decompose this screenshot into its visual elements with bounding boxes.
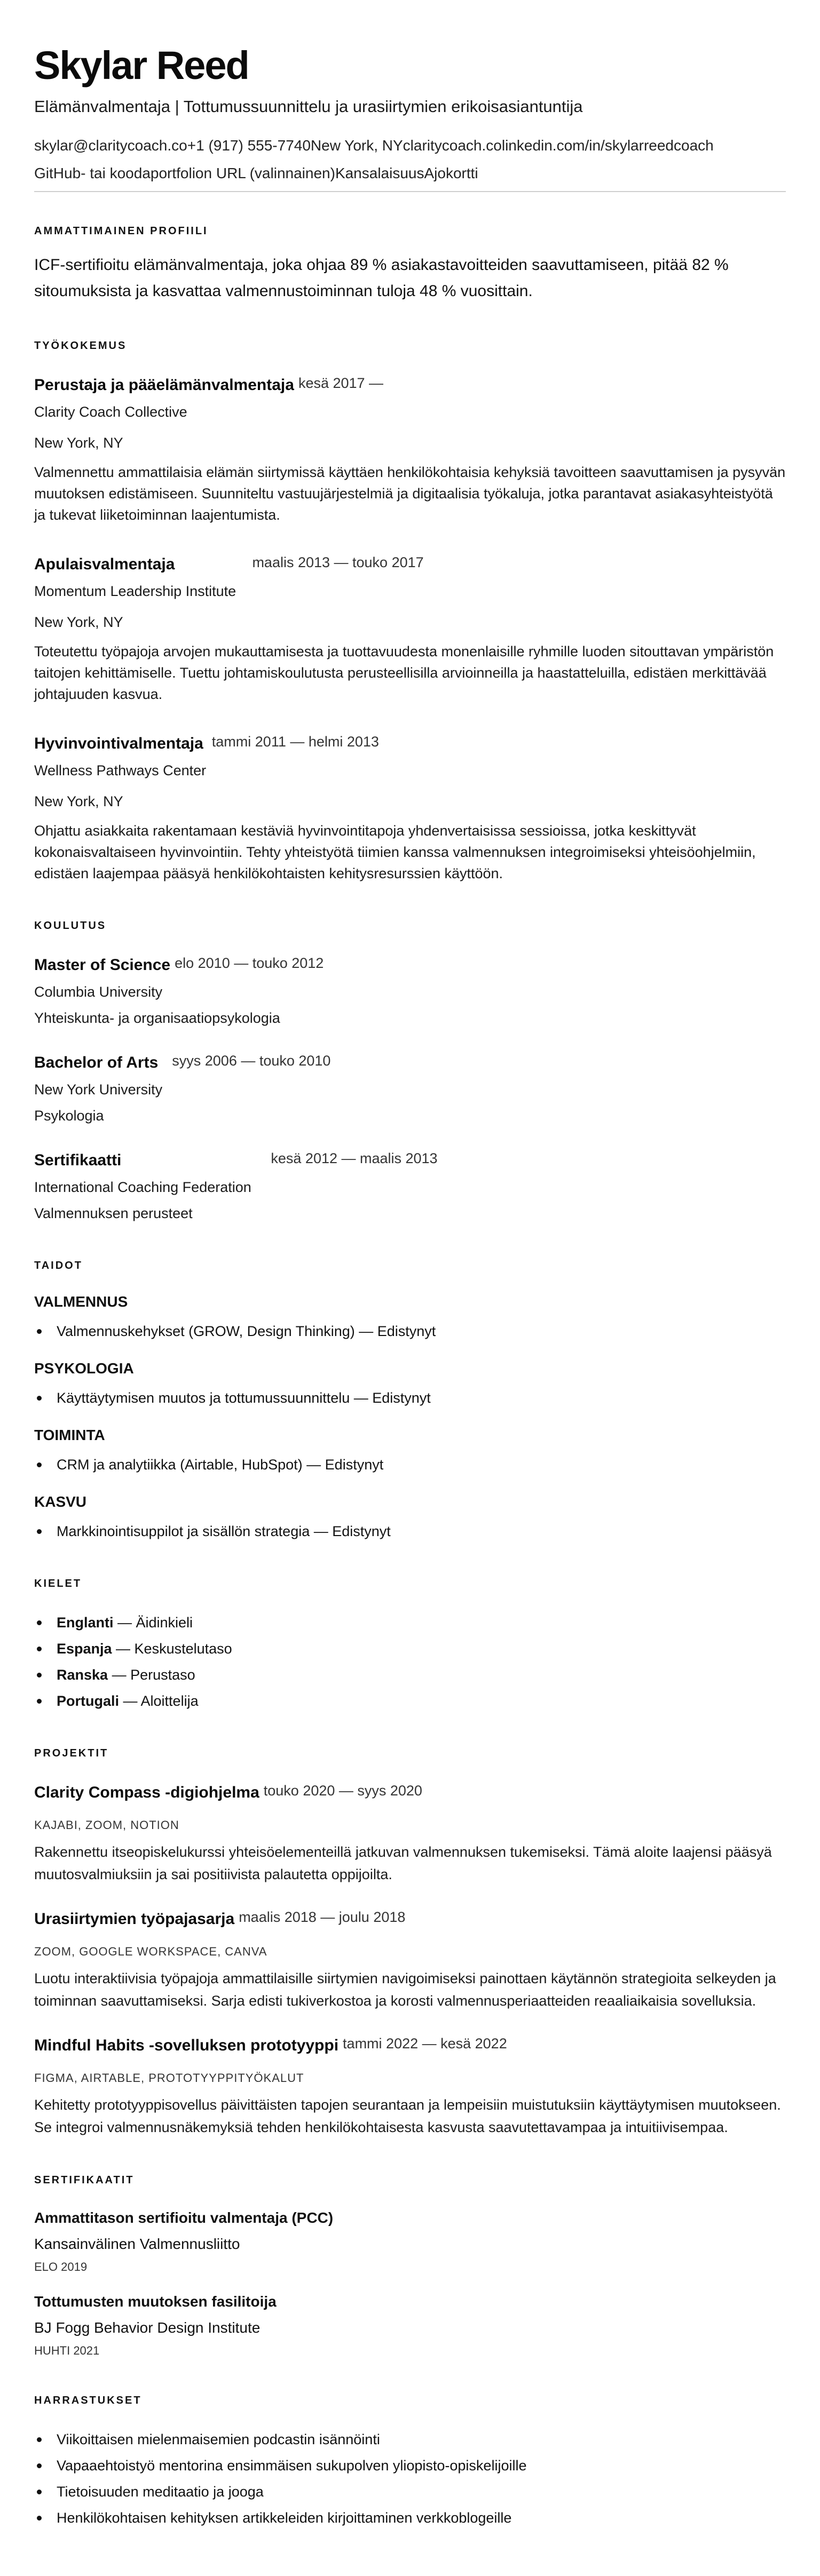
job-entry (34, 371, 786, 526)
project-entry (34, 2032, 786, 2138)
project-dates: tammi 2022 — kesä 2022 (343, 2036, 507, 2052)
job-title: Perustaja ja pääelämänvalmentaja (34, 376, 294, 394)
project-tech: ZOOM, GOOGLE WORKSPACE, CANVA (34, 1945, 267, 1958)
education-entry (34, 1049, 786, 1126)
section-heading: HARRASTUKSET (34, 2395, 142, 2406)
hobby-item: Henkilökohtaisen kehityksen artikkeleiden kirjoittaminen verkkoblogeille (34, 2507, 786, 2529)
section-heading: TAIDOT (34, 1260, 83, 1271)
certification-date: ELO 2019 (34, 2260, 88, 2273)
certification-date: HUHTI 2021 (34, 2344, 100, 2357)
languages-section (34, 1576, 786, 1712)
language-item (34, 1664, 786, 1685)
contact-email[interactable]: skylar@claritycoach.co (34, 137, 187, 154)
education-dates: syys 2006 — touko 2010 (172, 1053, 331, 1069)
contact-citizenship: Kansalaisuus (335, 165, 424, 181)
language-item (34, 1612, 786, 1633)
job-entry (34, 551, 786, 705)
project-entry (34, 1779, 786, 1886)
section-heading: KIELET (34, 1578, 82, 1589)
contact-website[interactable]: claritycoach.co (403, 137, 502, 154)
skill-category: KASVU (34, 1493, 87, 1510)
experience-section (34, 338, 786, 884)
language-level: — Perustaso (108, 1667, 195, 1683)
job-dates: kesä 2017 — (298, 375, 384, 391)
job-description: Ohjattu asiakkaita rakentamaan kestäviä hyvinvointitapoja yhdenvertaisissa sessioissa, jotka keskittyvät kokonaisvaltaiseen hyvinvointiin. Tehty yhteistyötä tiimien kanssa valmennuksen integroimiseksi yhteisöohjelmiin, edistäen laajempaa pääsyä henkilökohtaisten kehitysresurssien käyttöön. (34, 823, 756, 881)
language-name: Portugali (57, 1693, 120, 1709)
education-dates: kesä 2012 — maalis 2013 (271, 1150, 438, 1166)
skill-category: PSYKOLOGIA (34, 1360, 134, 1377)
project-title: Urasiirtymien työpajasarja (34, 1910, 235, 1928)
hobby-item: Tietoisuuden meditaatio ja jooga (34, 2481, 786, 2502)
project-tech: FIGMA, AIRTABLE, PROTOTYYPPITYÖKALUT (34, 2071, 304, 2085)
section-heading: SERTIFIKAATIT (34, 2174, 135, 2186)
project-dates: maalis 2018 — joulu 2018 (239, 1909, 406, 1925)
contact-github: GitHub- tai koodaportfolion URL (valinnainen) (34, 165, 335, 181)
job-title: Apulaisvalmentaja (34, 555, 175, 573)
project-dates: touko 2020 — syys 2020 (263, 1783, 422, 1799)
hobbies-section (34, 2392, 786, 2529)
language-item (34, 1638, 786, 1659)
language-level: — Äidinkieli (113, 1615, 193, 1631)
profile-text: ICF-sertifioitu elämänvalmentaja, joka ohjaa 89 % asiakastavoitteiden saavuttamiseen, pitää 82 % sitoumuksista ja kasvattaa valmennustoiminnan tuloja 48 % vuosittain. (34, 256, 729, 300)
job-company: Clarity Coach Collective (34, 404, 187, 420)
certification-title: Ammattitason sertifioitu valmentaja (PCC) (34, 2209, 334, 2226)
language-name: Ranska (57, 1667, 108, 1683)
job-company: Momentum Leadership Institute (34, 583, 236, 599)
language-name: Englanti (57, 1615, 114, 1631)
skill-item: Markkinointisuppilot ja sisällön strategia — Edistynyt (34, 1521, 786, 1542)
degree: Sertifikaatti (34, 1151, 122, 1169)
language-level: — Keskustelutaso (112, 1641, 232, 1657)
resume-header (34, 42, 786, 192)
language-name: Espanja (57, 1641, 112, 1657)
skill-category: TOIMINTA (34, 1427, 105, 1443)
school: International Coaching Federation (34, 1179, 251, 1195)
hobby-item: Vapaaehtoistyö mentorina ensimmäisen sukupolven yliopisto-opiskelijoille (34, 2455, 786, 2476)
education-entry (34, 951, 786, 1029)
job-entry (34, 730, 786, 884)
certifications-section (34, 2172, 786, 2359)
skills-section (34, 1258, 786, 1542)
certification-title: Tottumusten muutoksen fasilitoija (34, 2293, 277, 2310)
project-description: Rakennettu itseopiskelukurssi yhteisöelementeillä jatkuvan valmennuksen tukemiseksi. Tämä aloite laajensi pääsyä muutosvalmiuksiin ja sai positiivista palautetta oppijoilta. (34, 1844, 772, 1882)
project-tech: KAJABI, ZOOM, NOTION (34, 1818, 179, 1832)
job-dates: tammi 2011 — helmi 2013 (211, 734, 379, 750)
projects-section (34, 1745, 786, 2138)
field-of-study: Psykologia (34, 1108, 104, 1124)
section-heading: TYÖKOKEMUS (34, 340, 127, 352)
section-heading: AMMATTIMAINEN PROFIILI (34, 225, 208, 237)
degree: Bachelor of Arts (34, 1054, 159, 1071)
job-dates: maalis 2013 — touko 2017 (252, 554, 424, 570)
job-title: Hyvinvointivalmentaja (34, 735, 203, 752)
job-location: New York, NY (34, 435, 123, 451)
contact-info (34, 132, 786, 192)
skill-item: Käyttäytymisen muutos ja tottumussuunnittelu — Edistynyt (34, 1387, 786, 1409)
field-of-study: Valmennuksen perusteet (34, 1205, 193, 1221)
section-heading: KOULUTUS (34, 920, 107, 932)
language-level: — Aloittelija (119, 1693, 199, 1709)
certification-entry (34, 2291, 786, 2359)
skill-item: CRM ja analytiikka (Airtable, HubSpot) — Edistynyt (34, 1454, 786, 1475)
job-location: New York, NY (34, 793, 123, 809)
contact-phone[interactable]: +1 (917) 555-7740 (187, 137, 311, 154)
job-company: Wellness Pathways Center (34, 762, 207, 778)
hobby-item: Viikoittaisen mielenmaisemien podcastin isännöinti (34, 2429, 786, 2450)
profile-section (34, 223, 786, 304)
project-title: Clarity Compass -digiohjelma (34, 1784, 259, 1801)
certification-issuer: Kansainvälinen Valmennusliitto (34, 2236, 240, 2252)
certification-entry (34, 2207, 786, 2275)
section-heading: PROJEKTIT (34, 1747, 109, 1759)
school: New York University (34, 1082, 163, 1098)
project-description: Kehitetty prototyyppisovellus päivittäisten tapojen seurantaan ja lempeisiin muistutuksiin käyttäytymisen muutokseen. Se integroi valmennusnäkemyksiä tehden henkilökohtaisesta kasvusta saavutettavampaa ja intuitiivisempaa. (34, 2097, 781, 2135)
education-entry (34, 1147, 786, 1224)
contact-location: New York, NY (310, 137, 403, 154)
project-description: Luotu interaktiivisia työpajoja ammattilaisille siirtymien navigoimiseksi painottaen käytännön strategioita selkeyden ja toiminnan saavuttamiseksi. Sarja edisti tukiverkostoa ja korosti valmennusperiaatteiden reaaliaikaisia sovelluksia. (34, 1970, 776, 2009)
job-location: New York, NY (34, 614, 123, 630)
education-dates: elo 2010 — touko 2012 (175, 955, 324, 971)
language-item (34, 1690, 786, 1712)
project-entry (34, 1905, 786, 2012)
job-description: Toteutettu työpajoja arvojen mukauttamisesta ja tuottavuudesta monenlaisille ryhmille luoden sitouttavan ympäristön taitojen kehittämiselle. Tuettu johtamiskoulutusta perusteellisilla arvioinneilla ja haastatteluilla, edistäen merkittävää johtajuuden kasvua. (34, 643, 774, 702)
school: Columbia University (34, 984, 163, 1000)
contact-drivers-license: Ajokortti (424, 165, 478, 181)
field-of-study: Yhteiskunta- ja organisaatiopsykologia (34, 1010, 280, 1026)
skill-category: VALMENNUS (34, 1293, 128, 1310)
candidate-name: Skylar Reed (34, 43, 249, 88)
contact-linkedin[interactable]: linkedin.com/in/skylarreedcoach (501, 137, 714, 154)
candidate-headline: Elämänvalmentaja | Tottumussuunnittelu ja urasiirtymien erikoisasiantuntija (34, 97, 583, 116)
education-section (34, 918, 786, 1224)
certification-issuer: BJ Fogg Behavior Design Institute (34, 2319, 261, 2336)
skill-item: Valmennuskehykset (GROW, Design Thinking) — Edistynyt (34, 1321, 786, 1342)
project-title: Mindful Habits -sovelluksen prototyyppi (34, 2037, 339, 2054)
job-description: Valmennettu ammattilaisia elämän siirtymissä käyttäen henkilökohtaisia kehyksiä tavoitteen saavuttamisen ja pysyvän muutoksen edistämiseen. Suunniteltu vastuujärjestelmiä ja digitaalisia työkaluja, jotka parantavat asiakasyhteistyötä ja tukevat liiketoiminnan laajentumista. (34, 464, 786, 523)
degree: Master of Science (34, 956, 171, 974)
